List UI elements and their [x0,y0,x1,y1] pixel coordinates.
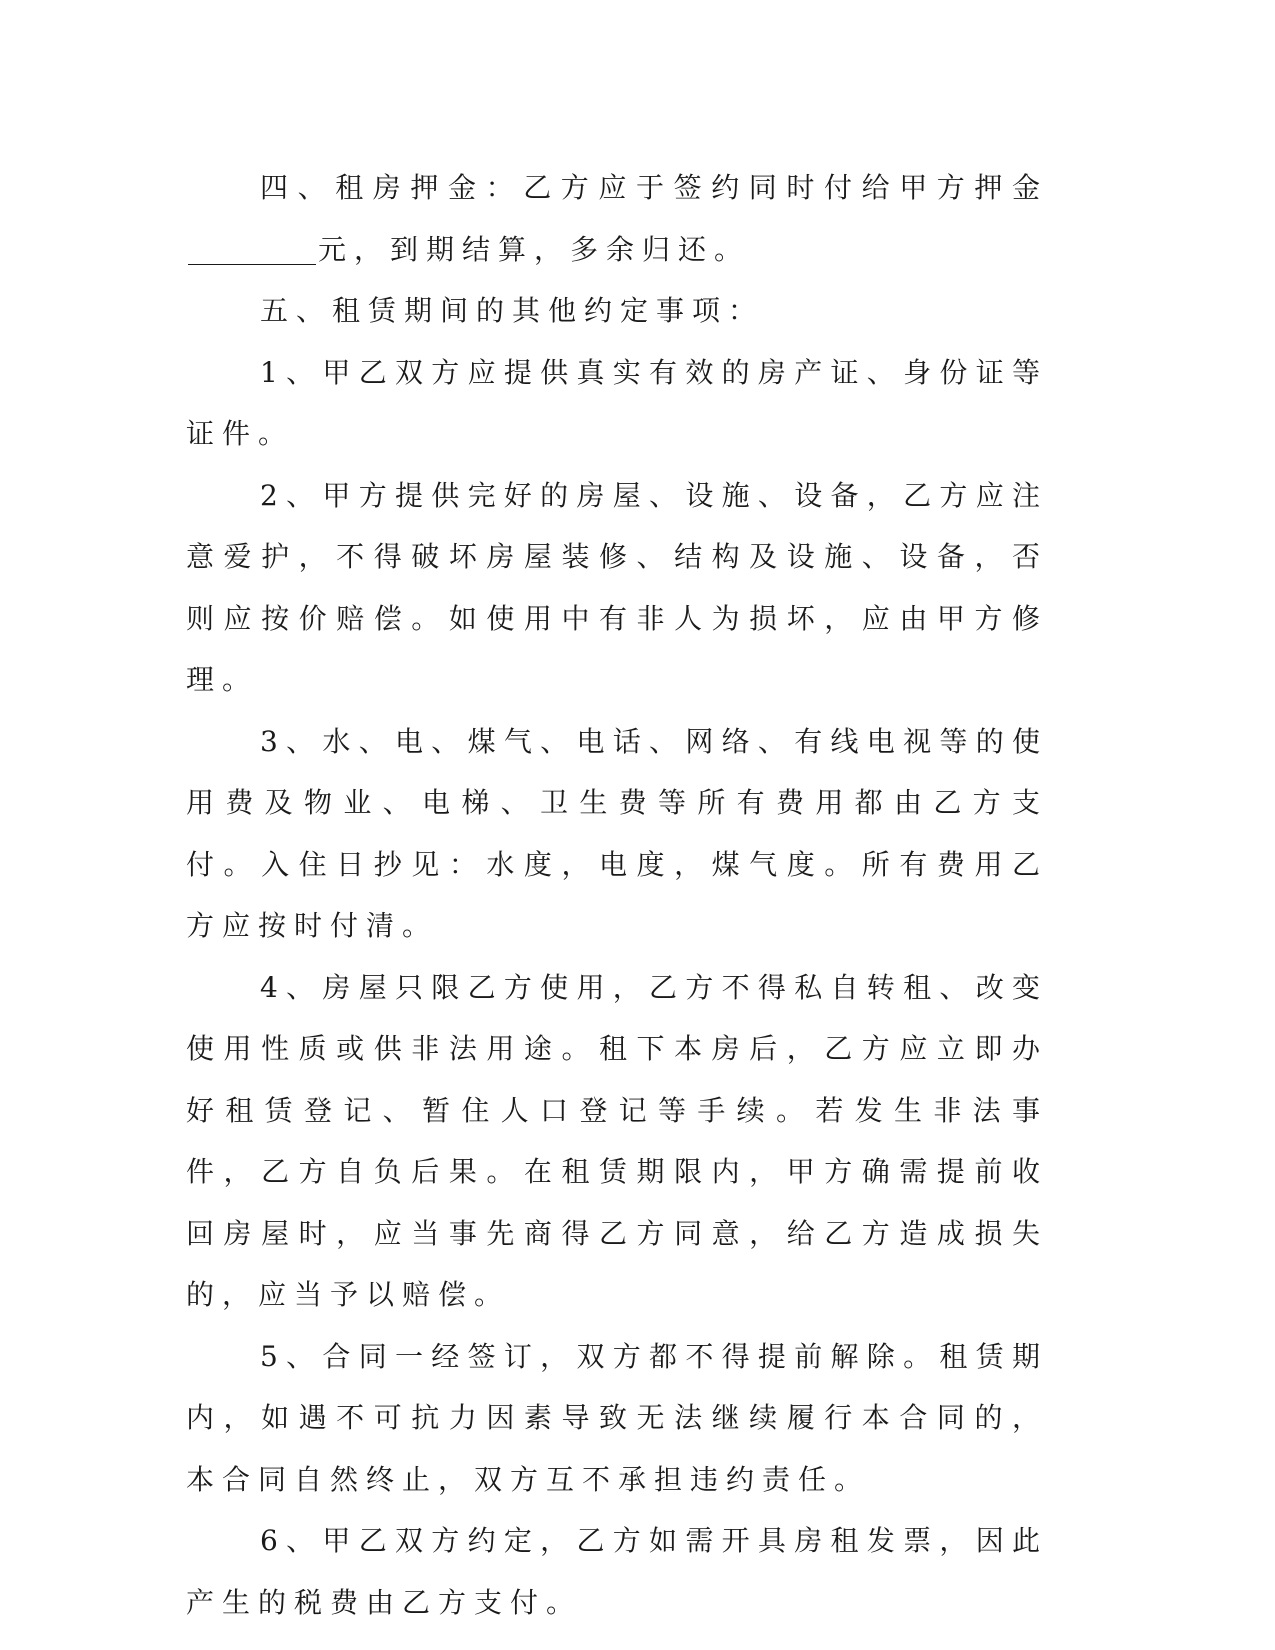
paragraph-item-1: 1、甲乙双方应提供真实有效的房产证、身份证等证件。 [186,355,1048,450]
deposit-text-before: 四、租房押金：乙方应于签约同时付给甲方押金 [260,171,1048,204]
paragraph-item-5: 5、合同一经签订，双方都不得提前解除。租赁期内，如遇不可抗力因素导致无法继续履行本合同的，本合同自然终止，双方互不承担违约责任。 [186,1339,1048,1496]
deposit-text-after: 元，到期结算，多余归还。 [318,232,751,266]
document-body [186,157,1048,1633]
section5-title: 五、租赁期间的其他约定事项： [260,294,765,327]
paragraph-item-6: 6、甲乙双方约定，乙方如需开具房租发票，因此产生的税费由乙方支付。 [186,1524,1048,1619]
paragraph-deposit [186,157,1048,280]
paragraph-item-4: 4、房屋只限乙方使用，乙方不得私自转租、改变使用性质或供非法用途。租下本房后，乙方应立即办好租赁登记、暂住人口登记等手续。若发生非法事件，乙方自负后果。在租赁期限内，甲方确需提前收回房屋时，应当事先商得乙方同意，给乙方造成损失的，应当予以赔偿。 [186,970,1048,1311]
deposit-amount-blank [188,234,316,265]
paragraph-item-3: 3、水、电、煤气、电话、网络、有线电视等的使用费及物业、电梯、卫生费等所有费用都由乙方支付。入住日抄见：水度，电度，煤气度。所有费用乙方应按时付清。 [186,724,1048,942]
paragraph-item-2: 2、甲方提供完好的房屋、设施、设备，乙方应注意爱护，不得破坏房屋装修、结构及设施、设备，否则应按价赔偿。如使用中有非人为损坏，应由甲方修理。 [186,478,1048,696]
